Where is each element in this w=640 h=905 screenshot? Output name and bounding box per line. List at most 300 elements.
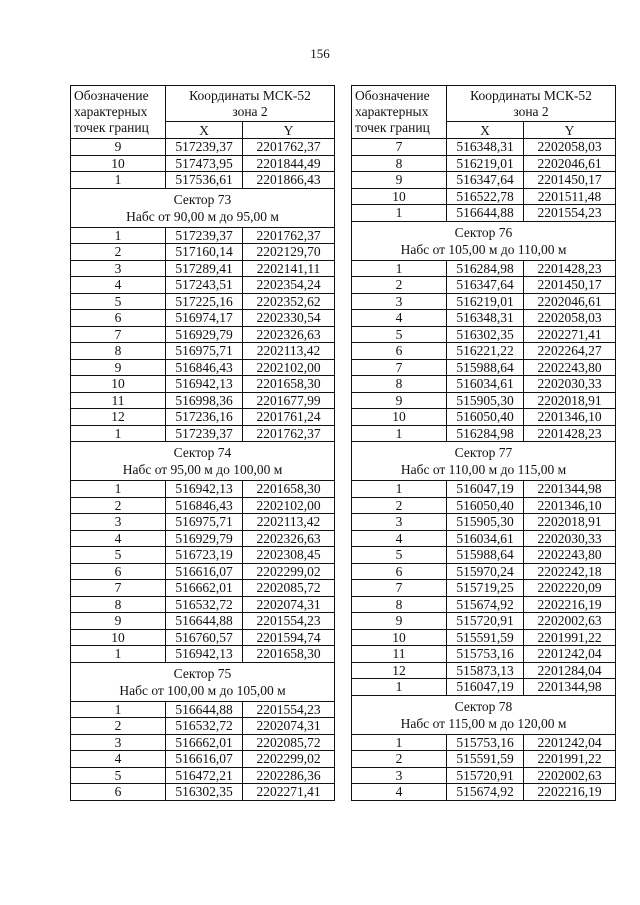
table-row	[71, 701, 335, 718]
sector-title: Сектор 78	[454, 698, 513, 714]
table-row	[71, 359, 335, 376]
header-label-line: Обозначение	[355, 88, 430, 103]
table-row	[71, 547, 335, 564]
point-number: 8	[71, 343, 166, 360]
coord-y: 2201554,23	[524, 205, 616, 222]
table-row	[71, 596, 335, 613]
point-number: 8	[352, 376, 447, 393]
table-row	[352, 784, 616, 801]
coord-x: 516846,43	[166, 359, 243, 376]
table-row	[352, 205, 616, 222]
coord-y: 2201762,37	[243, 425, 335, 442]
point-number: 9	[71, 359, 166, 376]
coord-x: 516532,72	[166, 718, 243, 735]
table-row	[352, 172, 616, 189]
table-row	[71, 629, 335, 646]
table-row	[352, 580, 616, 597]
point-number: 5	[71, 767, 166, 784]
coord-y: 2201762,37	[243, 227, 335, 244]
coord-x: 517225,16	[166, 293, 243, 310]
coord-y: 2202058,03	[524, 139, 616, 156]
coord-y: 2202141,11	[243, 260, 335, 277]
point-number: 3	[352, 767, 447, 784]
coord-y: 2201991,22	[524, 629, 616, 646]
coord-x: 515720,91	[447, 767, 524, 784]
table-row	[71, 751, 335, 768]
coord-y: 2201762,37	[243, 139, 335, 156]
point-number: 7	[352, 139, 447, 156]
coord-x: 517236,16	[166, 409, 243, 426]
coord-x: 516532,72	[166, 596, 243, 613]
point-number: 1	[71, 425, 166, 442]
coord-y: 2201346,10	[524, 409, 616, 426]
table-row	[71, 784, 335, 801]
point-number: 5	[352, 547, 447, 564]
coord-x: 516975,71	[166, 343, 243, 360]
coord-y: 2202243,80	[524, 547, 616, 564]
coord-x: 516050,40	[447, 409, 524, 426]
coord-y: 2201450,17	[524, 172, 616, 189]
header-coord-line: Координаты МСК-52	[189, 88, 311, 103]
coord-y: 2202264,27	[524, 343, 616, 360]
table-row	[71, 310, 335, 327]
coord-x: 516616,07	[166, 563, 243, 580]
coord-y: 2202330,54	[243, 310, 335, 327]
coord-x: 516050,40	[447, 497, 524, 514]
coord-x: 515873,13	[447, 662, 524, 679]
header-label-line: точек границ	[355, 120, 430, 135]
coord-y: 2201428,23	[524, 425, 616, 442]
coord-x: 516942,13	[166, 376, 243, 393]
table-row	[352, 613, 616, 630]
coord-x: 516723,19	[166, 547, 243, 564]
point-number: 10	[352, 188, 447, 205]
coord-x: 516975,71	[166, 514, 243, 531]
table-row	[71, 734, 335, 751]
table-row	[71, 376, 335, 393]
sector-header	[71, 442, 335, 481]
point-number: 9	[352, 613, 447, 630]
coord-y: 2202220,09	[524, 580, 616, 597]
coord-y: 2201554,23	[243, 613, 335, 630]
table-row	[352, 155, 616, 172]
point-number: 2	[352, 751, 447, 768]
coord-y: 2202129,70	[243, 244, 335, 261]
coord-y: 2202299,02	[243, 751, 335, 768]
point-number: 2	[352, 497, 447, 514]
coord-x: 515970,24	[447, 563, 524, 580]
header-coord-line: зона 2	[513, 104, 549, 119]
table-row	[71, 563, 335, 580]
sector-title: Сектор 73	[173, 191, 232, 207]
table-row	[352, 359, 616, 376]
table-row	[71, 613, 335, 630]
coord-y: 2201344,98	[524, 679, 616, 696]
point-number: 1	[352, 679, 447, 696]
coord-y: 2202030,33	[524, 376, 616, 393]
table-row	[71, 293, 335, 310]
coord-y: 2202113,42	[243, 514, 335, 531]
point-number: 3	[71, 260, 166, 277]
table-row	[71, 343, 335, 360]
coord-x: 515674,92	[447, 596, 524, 613]
coord-y: 2201991,22	[524, 751, 616, 768]
coord-y: 2202002,63	[524, 613, 616, 630]
coord-y: 2202002,63	[524, 767, 616, 784]
point-number: 10	[352, 409, 447, 426]
coord-x: 516034,61	[447, 376, 524, 393]
table-row	[352, 767, 616, 784]
coord-y: 2201658,30	[243, 646, 335, 663]
point-number: 9	[71, 613, 166, 630]
coord-x: 516662,01	[166, 580, 243, 597]
coord-y: 2201428,23	[524, 260, 616, 277]
coord-x: 516047,19	[447, 679, 524, 696]
coord-y: 2202102,00	[243, 359, 335, 376]
coord-y: 2202326,63	[243, 326, 335, 343]
coord-y: 2201346,10	[524, 497, 616, 514]
coord-x: 515988,64	[447, 547, 524, 564]
coord-y: 2202242,18	[524, 563, 616, 580]
table-row	[71, 155, 335, 172]
point-number: 4	[71, 530, 166, 547]
point-number: 3	[71, 734, 166, 751]
point-number: 7	[352, 580, 447, 597]
table-row	[71, 514, 335, 531]
table-row	[352, 376, 616, 393]
page-number: 156	[310, 46, 330, 61]
coord-x: 515905,30	[447, 514, 524, 531]
coord-x: 516347,64	[447, 277, 524, 294]
coord-x: 516284,98	[447, 260, 524, 277]
table-row	[352, 514, 616, 531]
right-coordinates-table	[351, 85, 615, 801]
coord-y: 2202102,00	[243, 497, 335, 514]
point-number: 11	[352, 646, 447, 663]
coord-y: 2201511,48	[524, 188, 616, 205]
point-number: 11	[71, 392, 166, 409]
table-row	[71, 767, 335, 784]
table-row	[352, 547, 616, 564]
coord-y: 2202299,02	[243, 563, 335, 580]
point-number: 3	[352, 293, 447, 310]
sector-height-range: Набс от 115,00 м до 120,00 м	[400, 715, 567, 731]
point-number: 5	[71, 293, 166, 310]
table-row	[352, 751, 616, 768]
point-number: 4	[71, 277, 166, 294]
point-number: 10	[71, 155, 166, 172]
table-row	[71, 530, 335, 547]
sector-height-range: Набс от 90,00 м до 95,00 м	[126, 208, 279, 224]
coord-x: 517239,37	[166, 227, 243, 244]
sector-header	[71, 188, 335, 227]
coord-y: 2202354,24	[243, 277, 335, 294]
table-row	[352, 679, 616, 696]
table-row	[352, 425, 616, 442]
coord-y: 2202271,41	[243, 784, 335, 801]
table-row	[71, 481, 335, 498]
coord-x: 516644,88	[166, 701, 243, 718]
sector-header-row	[71, 662, 335, 701]
coord-y: 2201242,04	[524, 646, 616, 663]
coord-x: 516284,98	[447, 425, 524, 442]
sector-header-row	[352, 221, 616, 260]
table-row	[352, 343, 616, 360]
header-label-line: Обозначение	[74, 88, 149, 103]
coord-y: 2202085,72	[243, 580, 335, 597]
coord-y: 2202074,31	[243, 718, 335, 735]
coord-x: 515591,59	[447, 751, 524, 768]
coord-x: 517473,95	[166, 155, 243, 172]
coord-y: 2201658,30	[243, 376, 335, 393]
coord-y: 2202326,63	[243, 530, 335, 547]
point-number: 8	[352, 596, 447, 613]
coord-y: 2202308,45	[243, 547, 335, 564]
point-number: 2	[71, 244, 166, 261]
coord-x: 515753,16	[447, 646, 524, 663]
table-row	[71, 260, 335, 277]
coord-x: 516616,07	[166, 751, 243, 768]
coord-y: 2201450,17	[524, 277, 616, 294]
coord-y: 2202018,91	[524, 392, 616, 409]
point-number: 5	[352, 326, 447, 343]
coord-x: 516662,01	[166, 734, 243, 751]
sector-header	[71, 662, 335, 701]
table-row	[352, 662, 616, 679]
point-number: 6	[352, 563, 447, 580]
table-row	[71, 718, 335, 735]
table-row	[71, 580, 335, 597]
coord-x: 516998,36	[166, 392, 243, 409]
sector-header	[352, 442, 616, 481]
coord-x: 516522,78	[447, 188, 524, 205]
sector-header-row	[71, 442, 335, 481]
table-row	[352, 326, 616, 343]
point-number: 1	[352, 734, 447, 751]
coord-x: 516644,88	[447, 205, 524, 222]
point-number: 4	[71, 751, 166, 768]
table-row	[352, 596, 616, 613]
coord-y: 2202216,19	[524, 596, 616, 613]
sector-title: Сектор 74	[173, 445, 232, 460]
coord-x: 515753,16	[447, 734, 524, 751]
table-row	[352, 293, 616, 310]
coord-x: 517243,51	[166, 277, 243, 294]
coord-x: 516047,19	[447, 481, 524, 498]
table-row	[71, 425, 335, 442]
coord-x: 516348,31	[447, 310, 524, 327]
coord-y: 2202030,33	[524, 530, 616, 547]
coord-x: 516302,35	[447, 326, 524, 343]
sector-header-row	[71, 188, 335, 227]
table-row	[352, 139, 616, 156]
coord-y: 2201761,24	[243, 409, 335, 426]
point-number: 1	[352, 205, 447, 222]
table-row	[352, 734, 616, 751]
table-row	[352, 530, 616, 547]
left-coordinates-table	[70, 85, 334, 801]
point-number: 6	[71, 563, 166, 580]
table-row	[71, 326, 335, 343]
table-row	[352, 481, 616, 498]
coord-x: 516760,57	[166, 629, 243, 646]
point-number: 2	[71, 497, 166, 514]
coord-y: 2202113,42	[243, 343, 335, 360]
coord-x: 516219,01	[447, 293, 524, 310]
point-number: 12	[352, 662, 447, 679]
coord-y: 2202018,91	[524, 514, 616, 531]
point-number: 1	[352, 425, 447, 442]
coord-y: 2202046,61	[524, 155, 616, 172]
point-number: 7	[71, 580, 166, 597]
coord-x: 515988,64	[447, 359, 524, 376]
coord-x: 516219,01	[447, 155, 524, 172]
point-number: 5	[71, 547, 166, 564]
point-number: 10	[352, 629, 447, 646]
point-number: 6	[71, 784, 166, 801]
coord-x: 516942,13	[166, 481, 243, 498]
header-y: Y	[243, 122, 335, 139]
coord-y: 2202074,31	[243, 596, 335, 613]
table-row	[71, 227, 335, 244]
table-row	[352, 497, 616, 514]
table-row	[71, 172, 335, 189]
point-number: 7	[352, 359, 447, 376]
header-coordinates	[166, 86, 335, 122]
header-label-line: характерных	[355, 104, 429, 119]
header-y: Y	[524, 122, 616, 139]
point-number: 9	[71, 139, 166, 156]
coord-x: 516472,21	[166, 767, 243, 784]
sector-height-range: Набс от 105,00 м до 110,00 м	[400, 241, 567, 257]
sector-title: Сектор 77	[454, 445, 513, 460]
point-number: 3	[352, 514, 447, 531]
header-coord-line: Координаты МСК-52	[470, 88, 592, 103]
coord-y: 2201594,74	[243, 629, 335, 646]
point-number: 6	[71, 310, 166, 327]
point-number: 4	[352, 784, 447, 801]
table-row	[352, 646, 616, 663]
table-row	[352, 563, 616, 580]
coord-x: 515674,92	[447, 784, 524, 801]
coord-x: 515905,30	[447, 392, 524, 409]
table-row	[352, 277, 616, 294]
coord-y: 2202271,41	[524, 326, 616, 343]
sector-title: Сектор 76	[454, 224, 513, 240]
coord-x: 516929,79	[166, 530, 243, 547]
coord-x: 517239,37	[166, 425, 243, 442]
header-label-line: точек границ	[74, 120, 149, 135]
point-number: 8	[71, 596, 166, 613]
coord-y: 2201677,99	[243, 392, 335, 409]
table-row	[71, 244, 335, 261]
point-number: 1	[71, 227, 166, 244]
coord-x: 515719,25	[447, 580, 524, 597]
table-row	[352, 392, 616, 409]
coord-y: 2202058,03	[524, 310, 616, 327]
coord-y: 2201242,04	[524, 734, 616, 751]
header-x: X	[447, 122, 524, 139]
coord-y: 2202046,61	[524, 293, 616, 310]
point-number: 1	[352, 260, 447, 277]
table-row	[71, 139, 335, 156]
point-number: 4	[352, 310, 447, 327]
table-row	[352, 629, 616, 646]
table-row	[352, 260, 616, 277]
coord-x: 517289,41	[166, 260, 243, 277]
coord-x: 516034,61	[447, 530, 524, 547]
point-number: 9	[352, 172, 447, 189]
sector-header-row	[352, 695, 616, 734]
coord-y: 2201866,43	[243, 172, 335, 189]
point-number: 10	[71, 376, 166, 393]
table-row	[352, 188, 616, 205]
coord-x: 516929,79	[166, 326, 243, 343]
point-number: 1	[352, 481, 447, 498]
header-point-designation	[71, 86, 166, 139]
table-row	[71, 497, 335, 514]
sector-header-row	[352, 442, 616, 481]
coord-x: 516302,35	[166, 784, 243, 801]
coord-y: 2202243,80	[524, 359, 616, 376]
coord-y: 2202286,36	[243, 767, 335, 784]
coordinates-table	[351, 85, 616, 801]
point-number: 8	[352, 155, 447, 172]
point-number: 1	[71, 646, 166, 663]
coord-y: 2201658,30	[243, 481, 335, 498]
coord-x: 516974,17	[166, 310, 243, 327]
point-number: 7	[71, 326, 166, 343]
table-row	[71, 392, 335, 409]
coord-y: 2201284,04	[524, 662, 616, 679]
coord-x: 516348,31	[447, 139, 524, 156]
point-number: 2	[71, 718, 166, 735]
table-row	[352, 310, 616, 327]
sector-height-range: Набс от 100,00 м до 105,00 м	[119, 682, 286, 698]
header-label-line: характерных	[74, 104, 148, 119]
coord-x: 516846,43	[166, 497, 243, 514]
point-number: 6	[352, 343, 447, 360]
table-row	[71, 409, 335, 426]
sector-height-range: Набс от 110,00 м до 115,00 м	[400, 462, 567, 477]
coord-x: 517239,37	[166, 139, 243, 156]
coord-y: 2202085,72	[243, 734, 335, 751]
header-point-designation	[352, 86, 447, 139]
point-number: 12	[71, 409, 166, 426]
coordinates-table	[70, 85, 335, 801]
table-row	[71, 646, 335, 663]
table-row	[71, 277, 335, 294]
point-number: 1	[71, 481, 166, 498]
coord-x: 515591,59	[447, 629, 524, 646]
point-number: 9	[352, 392, 447, 409]
coord-y: 2201344,98	[524, 481, 616, 498]
header-coordinates	[447, 86, 616, 122]
sector-header	[352, 221, 616, 260]
coord-x: 516347,64	[447, 172, 524, 189]
sector-header	[352, 695, 616, 734]
point-number: 3	[71, 514, 166, 531]
point-number: 4	[352, 530, 447, 547]
coord-x: 516221,22	[447, 343, 524, 360]
coord-x: 516644,88	[166, 613, 243, 630]
coord-y: 2201554,23	[243, 701, 335, 718]
point-number: 2	[352, 277, 447, 294]
point-number: 10	[71, 629, 166, 646]
header-x: X	[166, 122, 243, 139]
coord-y: 2201844,49	[243, 155, 335, 172]
coord-x: 515720,91	[447, 613, 524, 630]
